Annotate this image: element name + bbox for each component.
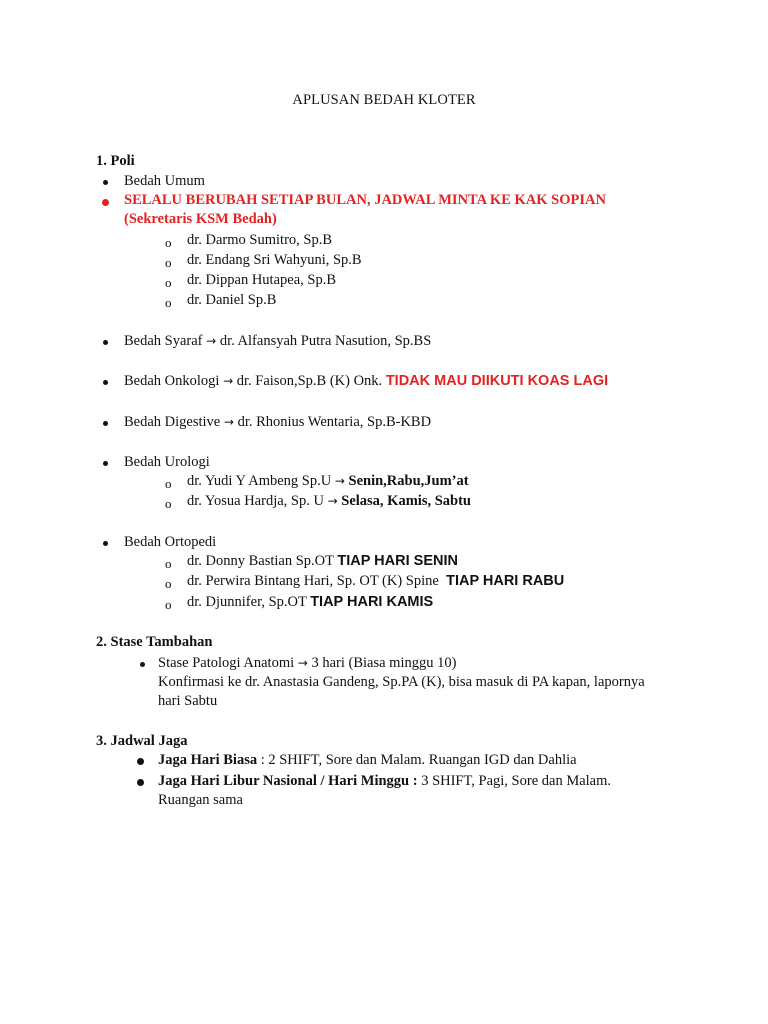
urologi-doctor-1: dr. Yudi Y Ambeng Sp.U → Senin,Rabu,Jum’at [187, 473, 469, 489]
ortopedi-doctor-3: dr. Djunnifer, Sp.OT TIAP HARI KAMIS [187, 594, 434, 610]
warning-text: SELALU BERUBAH SETIAP BULAN, JADWAL MINTA KE KAK SOPIAN [124, 192, 606, 208]
bullet-icon [103, 380, 108, 385]
doctor-item: dr. Endang Sri Wahyuni, Sp.B [187, 252, 362, 268]
bullet-icon [137, 758, 144, 765]
bullet-icon [140, 662, 145, 667]
bullet-icon [103, 461, 108, 466]
item-bedah-ortopedi: Bedah Ortopedi [124, 534, 217, 550]
circle-bullet-icon: o [165, 235, 172, 250]
urologi-doctor-2: dr. Yosua Hardja, Sp. U → Selasa, Kamis, Sabtu [187, 493, 471, 509]
ortopedi-doctor-1: dr. Donny Bastian Sp.OT TIAP HARI SENIN [187, 553, 458, 569]
section-heading-poli: 1. Poli [96, 153, 135, 169]
section-heading-jadwal: 3. Jadwal Jaga [96, 733, 188, 749]
warning-note: TIDAK MAU DIIKUTI KOAS LAGI [385, 373, 609, 389]
warning-subtext: (Sekretaris KSM Bedah) [124, 211, 277, 227]
jaga-hari-biasa: Jaga Hari Biasa : 2 SHIFT, Sore dan Malam. Ruangan IGD dan Dahlia [158, 752, 577, 768]
arrow-right-icon: → [206, 334, 217, 348]
circle-bullet-icon: o [165, 556, 172, 571]
bullet-icon [103, 340, 108, 345]
item-bedah-syaraf: Bedah Syaraf → dr. Alfansyah Putra Nasution, Sp.BS [124, 333, 432, 349]
item-bedah-onkologi: Bedah Onkologi → dr. Faison,Sp.B (K) Onk. TIDAK MAU DIIKUTI KOAS LAGI [124, 373, 609, 389]
document-title: APLUSAN BEDAH KLOTER [292, 92, 476, 108]
arrow-right-icon: → [334, 474, 345, 488]
section-heading-stase: 2. Stase Tambahan [96, 634, 213, 650]
item-bedah-digestive: Bedah Digestive → dr. Rhonius Wentaria, Sp.B-KBD [124, 414, 432, 430]
item-bedah-umum: Bedah Umum [124, 173, 205, 189]
bullet-icon [103, 421, 108, 426]
bullet-icon [137, 779, 144, 786]
circle-bullet-icon: o [165, 275, 172, 290]
stase-confirmation: Konfirmasi ke dr. Anastasia Gandeng, Sp.PA (K), bisa masuk di PA kapan, lapornya [158, 674, 645, 690]
stase-item: Stase Patologi Anatomi → 3 hari (Biasa minggu 10) [158, 655, 457, 671]
circle-bullet-icon: o [165, 496, 172, 511]
circle-bullet-icon: o [165, 597, 172, 612]
circle-bullet-icon: o [165, 295, 172, 310]
ortopedi-doctor-2: dr. Perwira Bintang Hari, Sp. OT (K) Spine TIAP HARI RABU [187, 573, 565, 589]
circle-bullet-icon: o [165, 476, 172, 491]
arrow-right-icon: → [327, 494, 338, 508]
doctor-item: dr. Darmo Sumitro, Sp.B [187, 232, 333, 248]
bullet-icon [103, 180, 108, 185]
arrow-right-icon: → [223, 374, 234, 388]
bullet-icon [102, 199, 109, 206]
circle-bullet-icon: o [165, 576, 172, 591]
circle-bullet-icon: o [165, 255, 172, 270]
arrow-right-icon: → [297, 656, 308, 670]
stase-confirmation-cont: hari Sabtu [158, 693, 218, 709]
jaga-hari-libur-cont: Ruangan sama [158, 792, 243, 808]
bullet-icon [103, 541, 108, 546]
doctor-item: dr. Daniel Sp.B [187, 292, 277, 308]
doctor-item: dr. Dippan Hutapea, Sp.B [187, 272, 337, 288]
arrow-right-icon: → [223, 415, 234, 429]
jaga-hari-libur: Jaga Hari Libur Nasional / Hari Minggu : 3 SHIFT, Pagi, Sore dan Malam. [158, 773, 612, 789]
item-bedah-urologi: Bedah Urologi [124, 454, 210, 470]
